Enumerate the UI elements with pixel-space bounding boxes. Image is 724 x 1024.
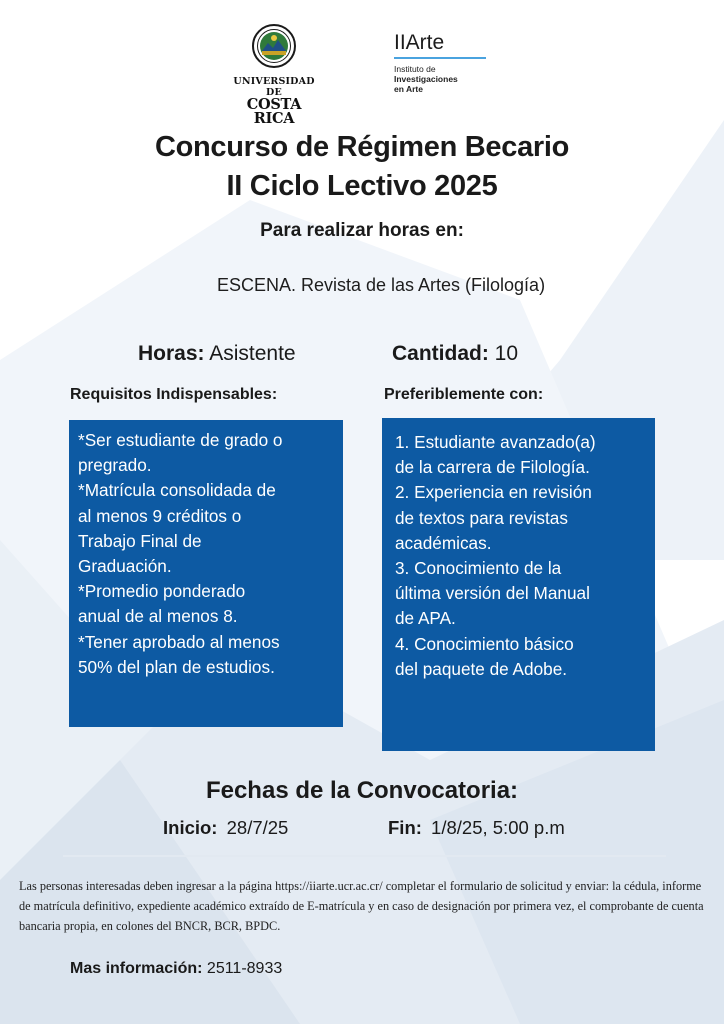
fecha-fin [388, 817, 565, 839]
contact-info [70, 960, 282, 978]
requisitos-line: al menos 9 créditos o [78, 505, 242, 526]
requisitos-line: Trabajo Final de [78, 530, 202, 551]
iiarte-subtitle [394, 64, 486, 94]
preferible-line: 4. Conocimiento básico [395, 633, 574, 654]
horas-value: Asistente [209, 342, 296, 365]
title-line2: II Ciclo Lectivo 2025 [226, 170, 498, 202]
iiarte-title: IIArte [394, 31, 445, 54]
requisitos-line: Graduación. [78, 556, 172, 577]
divider [63, 855, 666, 857]
requisitos-line: pregrado. [78, 455, 152, 476]
preferible-line: 2. Experiencia en revisión [395, 482, 592, 503]
fin-label: Fin: [388, 817, 422, 838]
requisitos-line: *Promedio ponderado [78, 581, 246, 602]
horas [138, 342, 296, 366]
cantidad-label: Cantidad: [392, 342, 489, 365]
requisitos-line: anual de al menos 8. [78, 606, 238, 627]
program-name: ESCENA. Revista de las Artes (Filología) [216, 275, 546, 295]
fechas-heading: Fechas de la Convocatoria: [205, 777, 519, 804]
contact-phone: 2511-8933 [206, 960, 283, 977]
ucr-name-line2: COSTA RICA [246, 96, 302, 127]
iiarte-underline [394, 57, 486, 59]
ucr-seal-icon [252, 24, 296, 68]
preferible-line: de textos para revistas [395, 507, 568, 528]
requisitos-line: 50% del plan de estudios. [78, 656, 275, 677]
requisitos-box [69, 420, 343, 727]
preferible-line: de la carrera de Filología. [395, 457, 590, 478]
preferible-line: 1. Estudiante avanzado(a) [395, 432, 596, 452]
ucr-name-line1: UNIVERSIDAD DE [233, 76, 315, 98]
preferible-line: académicas. [395, 532, 492, 553]
requisitos-line: *Tener aprobado al menos [78, 631, 280, 652]
preferible-box [382, 418, 655, 751]
fecha-inicio [163, 817, 288, 839]
preferible-line: de APA. [395, 608, 456, 629]
cantidad [392, 342, 518, 366]
inicio-label: Inicio: [163, 817, 218, 838]
requisitos-line: *Matrícula consolidada de [78, 480, 276, 501]
iiarte-sub-line1: Instituto de [394, 64, 436, 74]
preferible-line: del paquete de Adobe. [395, 658, 568, 679]
contact-label: Mas información: [70, 960, 203, 977]
horas-label: Horas: [138, 342, 205, 365]
iiarte-sub-line2: Investigaciones [394, 74, 458, 84]
cantidad-value: 10 [494, 342, 519, 365]
preferible-line: 3. Conocimiento de la [395, 558, 562, 579]
title-line1: Concurso de Régimen Becario [154, 131, 570, 163]
requisitos-heading: Requisitos Indispensables: [70, 386, 278, 403]
requisitos-line: *Ser estudiante de grado o [78, 430, 283, 450]
ucr-logo [228, 24, 320, 126]
fin-value: 1/8/25, 5:00 p.m [431, 817, 565, 838]
iiarte-logo [394, 32, 486, 94]
preferible-heading: Preferiblemente con: [384, 386, 544, 403]
iiarte-sub-line3: en Arte [394, 84, 423, 94]
subtitle: Para realizar horas en: [260, 220, 464, 241]
preferible-line: última versión del Manual [395, 583, 590, 604]
inicio-value: 28/7/25 [226, 817, 289, 838]
instructions-note: Las personas interesadas deben ingresar a la página https://iiarte.ucr.ac.cr/ completar el formulario de solicitud y enviar: la cédula, informe de matrícula definitivo, expediente académico extraído de E-matrícula y en caso de designación por primera vez, el comprobante de cuenta bancaria propia, en colones del BNCR, BCR, BPDC. [19, 879, 704, 933]
